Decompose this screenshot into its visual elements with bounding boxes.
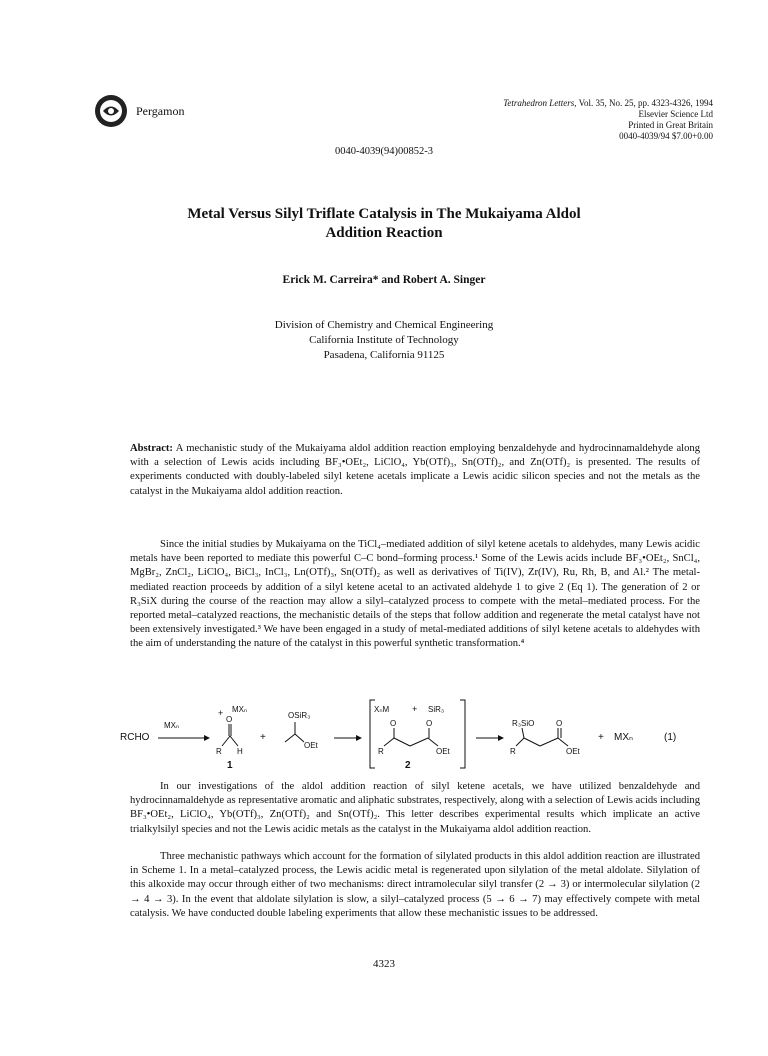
- paragraph-text: In our investigations of the aldol addition reaction of silyl ketene acetals, we have utilized benzaldehyde and hydrocinnamaldehyde as representative aromatic and aliphatic substrates, respectively, along with a selection of Lewis acids including BF₃•OEt₂, LiClO₄, Yb(OTf)₃, Zn(OTf)₂ and Sn(OTf)₂. This letter describes experimental results which implicate an active trialkylsilyl species and not the Lewis acidic metals as the catalyst in the Mukaiyama aldol addition reaction.: [130, 781, 700, 835]
- oet-label: OEt: [304, 741, 318, 750]
- h-label: H: [237, 747, 243, 756]
- journal-printed: Printed in Great Britain: [628, 120, 713, 130]
- plus-charge-2: +: [412, 704, 418, 714]
- r-label: R: [216, 747, 222, 756]
- oet-label: OEt: [436, 747, 450, 756]
- mxn-minus-label: MXₙ: [232, 705, 248, 714]
- abstract-text: A mechanistic study of the Mukaiyama aldol addition reaction employing benzaldehyde and hydrocinnamaldehyde along with a selection of Lewis acids including BF₃•OEt₂, LiClO₄, Yb(OTf)₃, Sn(OTf)₂, and Zn(OTf)₂ is presented. The results of experiments conducted with doubly-labeled silyl ketene acetals implicate a Lewis acidic silicon species and not the metals as the catalyst in the Mukaiyama aldol addition reaction.: [130, 443, 700, 497]
- oxygen-label: O: [556, 719, 563, 728]
- paragraph-text: Since the initial studies by Mukaiyama on the TiCl₄–mediated addition of silyl ketene acetals to aldehydes, many Lewis acidic metals have been reported to mediate this powerful C–C bond–forming process.¹ Some of the Lewis acids include BF₃•OEt₂, SnCl₄, MgBr₂, ZnCl₂, LiClO₄, BiCl₃, InCl₃, Ln(OTf)₃, Sn(OTf)₂ as well as derivatives of Ti(IV), Zr(IV), Ru, Rh, B, and Al.² The metal-mediated reaction proceeds by addition of a silyl ketene acetal to an activated aldehyde 1 to give 2 (Eq 1). The generation of 2 or R₃SiX during the course of the reaction may allow a silyl–catalyzed process to compete with the metal–mediated process. For the reported metal–catalyzed reactions, the mechanistic details of the steps that follow addition and regenerate the metal catalyst have not been extensively investigated.³ We have been engaged in a study of metal-mediated additions of silyl ketene acetals to aldehydes with the aim of understanding the nature of the catalyst in this powerful synthetic transformation.⁴: [130, 539, 700, 650]
- affiliation: [0, 318, 768, 363]
- title-line-2: Addition Reaction: [325, 225, 443, 241]
- oxygen-label: O: [226, 715, 233, 724]
- plus-sign: +: [260, 732, 266, 743]
- osir3-label: OSiR₃: [288, 711, 311, 720]
- oet-label: OEt: [566, 747, 580, 756]
- bond: [394, 738, 410, 746]
- bond: [540, 738, 558, 746]
- publisher-logo-block: [94, 94, 184, 128]
- right-bracket: [460, 700, 465, 768]
- journal-publisher: Elsevier Science Ltd: [638, 109, 713, 119]
- abstract: [130, 442, 700, 499]
- bond: [516, 738, 524, 746]
- r-label: R: [510, 747, 516, 756]
- equation-number: (1): [664, 732, 677, 743]
- sir3-label: SiR₃: [428, 705, 445, 714]
- plus-charge: +: [218, 708, 224, 718]
- plus-sign: +: [598, 732, 604, 743]
- bond: [295, 734, 304, 742]
- doi: 0040-4039(94)00852-3: [335, 146, 433, 157]
- title-line-1: Metal Versus Silyl Triflate Catalysis in The Mukaiyama Aldol: [187, 206, 581, 222]
- journal-citation: [503, 98, 713, 142]
- arrow-1-head: [204, 735, 210, 741]
- bond: [558, 738, 568, 746]
- journal-price: 0040-4039/94 $7.00+0.00: [619, 131, 713, 141]
- authors: Erick M. Carreira* and Robert A. Singer: [282, 274, 486, 286]
- bond: [522, 728, 524, 738]
- compound-2-label: 2: [405, 760, 411, 771]
- paragraph-text: Three mechanistic pathways which account for the formation of silylated products in this aldol addition reaction are illustrated in Scheme 1. In a metal–catalyzed process, the Lewis acidic metal is regenerated upon silylation of the metal aldolate. Silylation of this alkoxide may occur through either of two mechanisms: direct intramolecular silyl transfer (2 → 3) or intermolecular silylation (2 → 4 → 3). In the event that aldolate silylation is slow, a silyl–catalyzed process (5 → 6 → 7) may effectively compete with metal catalysis. We have conducted double labeling experiments that allow these mechanistic issues to be addressed.: [130, 851, 700, 919]
- body-paragraph-2: [130, 780, 700, 837]
- arrow-3-head: [498, 735, 504, 741]
- compound-1-label: 1: [227, 760, 233, 771]
- arrow-2-head: [356, 735, 362, 741]
- equation-1-scheme: [120, 698, 700, 773]
- rcho-label: RCHO: [120, 732, 150, 743]
- publisher-name: Pergamon: [136, 103, 185, 118]
- r3sio-label: R₃SiO: [512, 719, 535, 728]
- oxygen-label: O: [426, 719, 433, 728]
- oxygen-label: O: [390, 719, 397, 728]
- bond: [524, 738, 540, 746]
- body-paragraph-1: [130, 538, 700, 652]
- reagent-mxn: MXₙ: [164, 721, 180, 730]
- bond: [428, 738, 438, 746]
- page-number: 4323: [373, 958, 395, 970]
- journal-volume: Vol. 35, No. 25, pp. 4323-4326, 1994: [576, 98, 713, 108]
- journal-name: Tetrahedron Letters,: [503, 98, 577, 108]
- bond: [222, 736, 230, 746]
- affiliation-line-2: California Institute of Technology: [309, 334, 459, 346]
- affiliation-line-1: Division of Chemistry and Chemical Engineering: [274, 319, 494, 331]
- abstract-label: Abstract:: [130, 443, 173, 454]
- pergamon-logo-icon: [94, 94, 128, 128]
- body-paragraph-3: [130, 850, 700, 921]
- bond: [384, 738, 394, 746]
- bond: [230, 736, 238, 746]
- bond: [410, 738, 428, 746]
- affiliation-line-3: Pasadena, California 91125: [323, 349, 445, 361]
- product-mxn-label: MXₙ: [614, 732, 633, 743]
- paper-title: [0, 205, 768, 243]
- bond: [285, 734, 295, 742]
- xnm-label: XₙM: [374, 705, 390, 714]
- r-label: R: [378, 747, 384, 756]
